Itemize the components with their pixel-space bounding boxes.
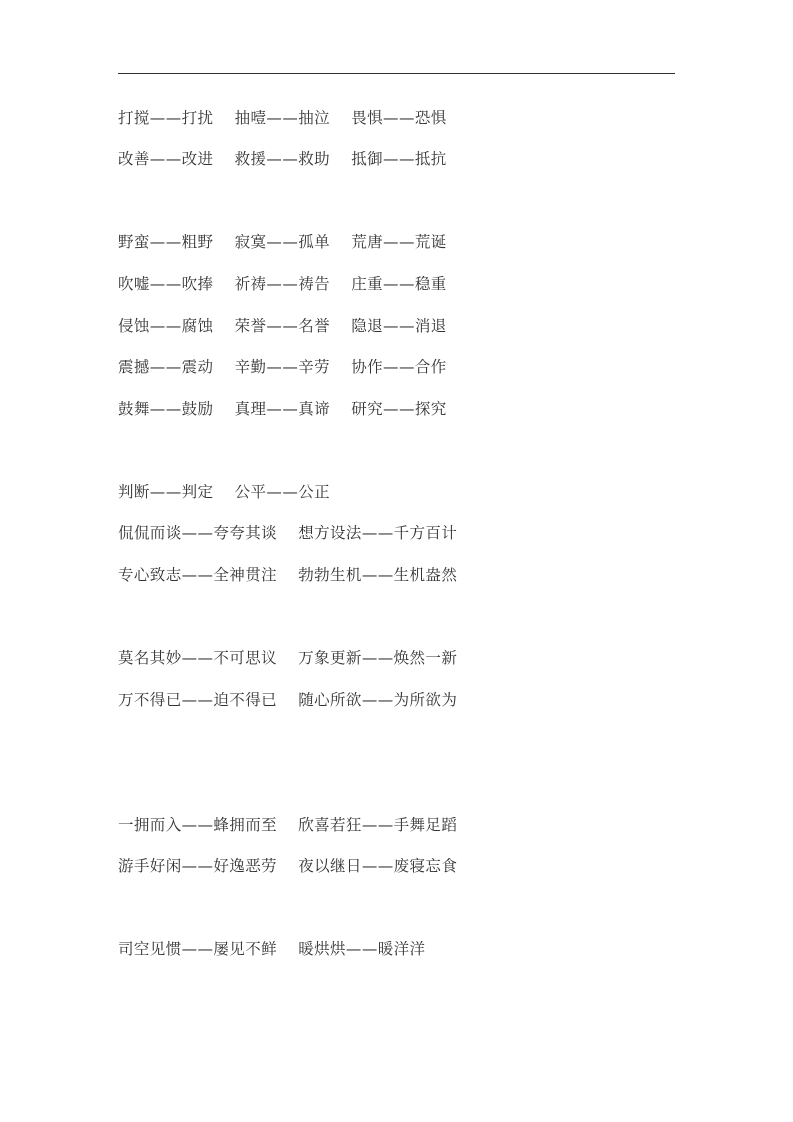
synonym-line: 司空见惯——屡见不鲜 暖烘烘——暖洋洋 bbox=[118, 940, 426, 958]
synonym-line: 鼓舞——鼓励 真理——真谛 研究——探究 bbox=[118, 400, 447, 418]
top-divider bbox=[118, 73, 675, 74]
synonym-line: 侃侃而谈——夸夸其谈 想方设法——千方百计 bbox=[118, 524, 458, 542]
synonym-line: 震撼——震动 辛勤——辛劳 协作——合作 bbox=[118, 358, 447, 376]
synonym-line: 野蛮——粗野 寂寞——孤单 荒唐——荒诞 bbox=[118, 233, 447, 251]
synonym-line: 吹嘘——吹捧 祈祷——祷告 庄重——稳重 bbox=[118, 275, 447, 293]
synonym-line: 游手好闲——好逸恶劳 夜以继日——废寝忘食 bbox=[118, 857, 458, 875]
synonym-line: 莫名其妙——不可思议 万象更新——焕然一新 bbox=[118, 649, 458, 667]
synonym-line: 一拥而入——蜂拥而至 欣喜若狂——手舞足蹈 bbox=[118, 816, 458, 834]
synonym-line: 万不得已——迫不得已 随心所欲——为所欲为 bbox=[118, 691, 458, 709]
synonym-line: 侵蚀——腐蚀 荣誉——名誉 隐退——消退 bbox=[118, 317, 447, 335]
synonym-line: 打搅——打扰 抽噎——抽泣 畏惧——恐惧 bbox=[118, 109, 447, 127]
synonym-line: 改善——改进 救援——救助 抵御——抵抗 bbox=[118, 150, 447, 168]
synonym-line: 判断——判定 公平——公正 bbox=[118, 483, 331, 501]
synonym-line: 专心致志——全神贯注 勃勃生机——生机盎然 bbox=[118, 566, 458, 584]
